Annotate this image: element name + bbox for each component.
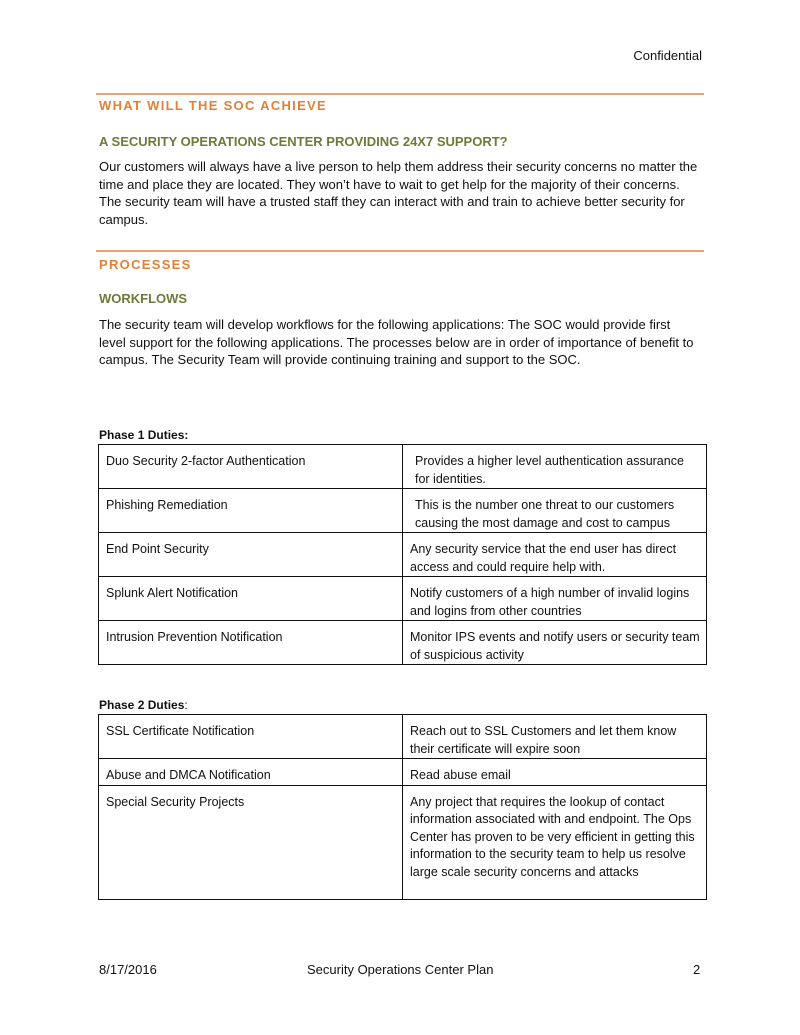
subheading-workflows: WORKFLOWS [99,291,188,306]
phase-2-table [98,714,707,900]
duty-cell: Duo Security 2-factor Authentication [99,445,403,489]
duty-cell: End Point Security [99,533,403,577]
confidential-label: Confidential [633,48,702,63]
paragraph-workflows: The security team will develop workflows for the following applications: The SOC would provide first level support for the following applications. The processes below are in order of importance of benefit to campus. The Security Team will provide continuing training and support to the SOC. [99,317,694,367]
description-cell: Monitor IPS events and notify users or security team of suspicious activity [403,621,707,665]
table-row [99,621,707,665]
section-heading-processes: PROCESSES [99,257,192,272]
footer-date: 8/17/2016 [99,962,157,977]
description-cell: Reach out to SSL Customers and let them know their certificate will expire soon [403,715,707,759]
phase-2-label [99,698,188,712]
footer-page-number: 2 [693,962,701,977]
description-cell: Provides a higher level authentication assurance for identities. [403,445,707,489]
section-divider [96,93,704,95]
description-cell: Read abuse email [403,759,707,786]
phase-1-label: Phase 1 Duties: [99,428,189,442]
section-heading-soc-achieve: WHAT WILL THE SOC ACHIEVE [99,98,327,113]
phase-2-label-colon: : [184,698,188,712]
duty-cell: Special Security Projects [99,785,403,899]
table-row [99,445,707,489]
phase-2-label-text: Phase 2 Duties [99,698,185,712]
paragraph-soc-achieve: Our customers will always have a live person to help them address their security concerns no matter the time and place they are located. They won’t have to wait to get help for the majority of their concerns. The security team will have a trusted staff they can interact with and train to achieve better security for campus. [99,159,698,227]
table-row [99,533,707,577]
description-cell: Any project that requires the lookup of contact information associated with and endpoint. The Ops Center has proven to be very efficient in getting this information to the security team to help us resolve large scale security concerns and attacks [403,785,707,899]
table-row [99,785,707,899]
subheading-24x7-support: A SECURITY OPERATIONS CENTER PROVIDING 24X7 SUPPORT? [99,134,508,149]
description-cell: This is the number one threat to our customers causing the most damage and cost to campus [403,489,707,533]
duty-cell: Intrusion Prevention Notification [99,621,403,665]
duty-cell: SSL Certificate Notification [99,715,403,759]
duty-cell: Splunk Alert Notification [99,577,403,621]
phase-1-table [98,444,707,665]
table-row [99,759,707,786]
description-cell: Notify customers of a high number of invalid logins and logins from other countries [403,577,707,621]
table-row [99,577,707,621]
footer-document-title: Security Operations Center Plan [307,962,494,977]
duty-cell: Phishing Remediation [99,489,403,533]
table-row [99,715,707,759]
section-divider [96,250,704,252]
duty-cell: Abuse and DMCA Notification [99,759,403,786]
table-row [99,489,707,533]
description-cell: Any security service that the end user has direct access and could require help with. [403,533,707,577]
